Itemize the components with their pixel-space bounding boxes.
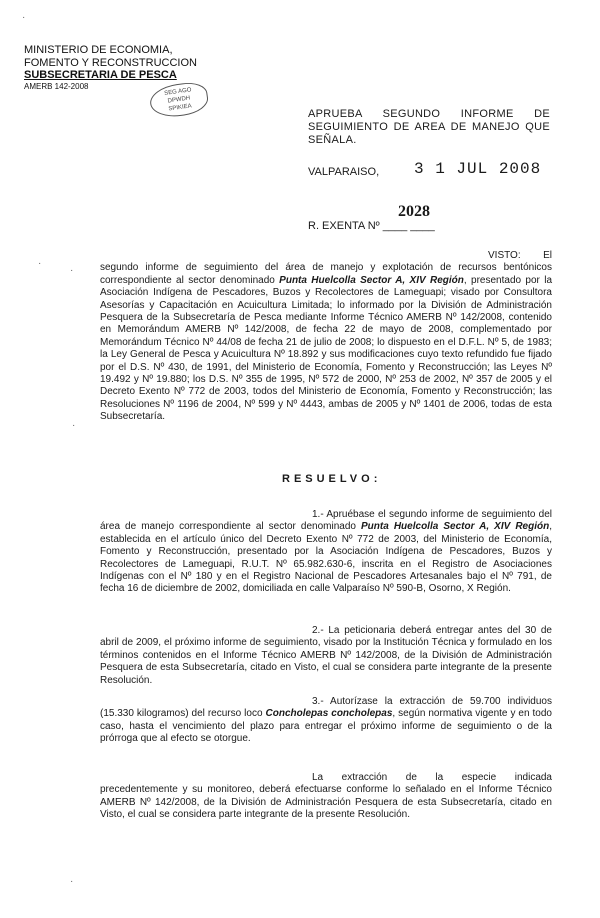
item1-text-2: , establecida en el artículo único del Decreto Exento Nº 772 de 2003, del Ministerio de Economía, Fomento y Reconstrucción, presentado por la Asociación Indígena de Pescadores, Buzos y Recolectores de Lameguapi, R.U.T. Nº 65.982.630-6, inscrita en el Registro de Asociaciones Indígenas con el Nº 180 y en el Registro Nacional de Pescadores Artesanales bajo el Nº 791, de fecha 16 de diciembre de 2002, domiciliada en calle Valparaíso Nº 590-B, Osorno, X Región. [100,521,553,595]
resuelvo-item-1 [100,509,552,596]
resolution-number: 2028 [398,203,430,220]
stamp-line-1: SEG AGO [163,87,192,97]
visto-text-2: , presentado por la Asociación Indígena de Pescadores, Buzos y Recolectores de Lameguapi; visado por Consultora Asesorías y Capacitación en Acuicultura Limitada; lo informado por la División de Administración Pesquera de la Subsecretaría de Pesca mediante Informe Técnico AMERB Nº 142/2008, contenido en Memorándum AMERB Nº 142/2008, de fecha 22 de mayo de 2008, complementado por Memorándum Técnico Nº 44/08 de fecha 21 de julio de 2008; lo dispuesto en el D.F.L. Nº 5, de 1983; la Ley General de Pesca y Acuicultura Nº 18.892 y sus modificaciones cuyo texto refundido fue fijado por el D.S. Nº 430, de 1991, del Ministerio de Economía, Fomento y Reconstrucción; las Leyes Nº 19.492 y Nº 19.880; los D.S. Nº 355 de 1995, Nº 572 de 2000, Nº 253 de 2002, Nº 357 de 2005 y el Decreto Exento Nº 772 de 2003, todos del Ministerio de Economía, Fomento y Reconstrucción; las Resoluciones Nº 1196 de 2004, Nº 599 y Nº 4443, ambas de 2005 y Nº 1401 de 2006, todas de esta Subsecretaría. [100,274,553,423]
resuelvo-heading: RESUELVO: [282,473,382,485]
item3-species: Concholepas concholepas [265,708,393,720]
margin-mark: · [38,258,42,269]
margin-mark: · [70,876,74,887]
stamp-line-3: SPIKIEA [168,103,193,113]
visto-text-1: VISTO: El segundo informe de seguimiento del área de manejo y explotación de recursos bentónicos correspondiente al sector denominado [100,250,552,286]
subsecretaria-line: SUBSECRETARIA DE PESCA [24,69,177,81]
margin-mark: · [70,265,74,276]
reference-code: AMERB 142-2008 [24,81,89,91]
visto-sector: Punta Huelcolla Sector A, XIV Región [279,274,464,286]
ministry-line-1: MINISTERIO DE ECONOMIA, [24,44,173,56]
margin-mark: · [72,420,76,431]
resolution-label: R. EXENTA Nº ____ ____ [308,220,435,232]
item3-text-2: , según normativa vigente y en todo caso, hasta el vencimiento del plazo para entregar el próximo informe de seguimiento o de la prórroga que al efecto se otorgue. [100,708,552,745]
document-title: APRUEBA SEGUNDO INFORME DE SEGUIMIENTO DE AREA DE MANEJO QUE SEÑALA. [308,108,550,146]
scan-speck: · [22,12,26,23]
ministry-line-2: FOMENTO Y RECONSTRUCCION [24,56,197,69]
resuelvo-item-2 [100,625,552,687]
item4-text: La extracción de la especie indicada precedentemente y su monitoreo, deberá efectuarse conforme lo señalado en el Informe Técnico AMERB Nº 142/2008, de la División de Administración Pesquera de esta Subsecretaría, citado en Visto, el cual se considera parte integrante de la presente Resolución. [100,772,552,821]
resuelvo-item-4 [100,772,552,822]
stamp-line-2: DPWDH [167,95,191,105]
visto-paragraph [100,250,552,424]
date-stamp: 3 1 JUL 2008 [414,160,542,178]
item1-sector: Punta Huelcolla Sector A, XIV Región [361,521,550,533]
item3-text-1: 3.- Autorízase la extracción de 59.700 individuos (15.330 kilogramos) del recurso loco [100,696,552,720]
item1-text-1: 1.- Apruébase el segundo informe de seguimiento del área de manejo correspondiente al sector denominado [100,509,552,533]
resuelvo-item-3 [100,696,552,746]
place-label: VALPARAISO, [308,166,380,178]
item2-text: 2.- La peticionaria deberá entregar antes del 30 de abril de 2009, el próximo informe de seguimiento, visado por la Institución Técnica y formulado en los términos contenidos en el Informe Técnico AMERB Nº 142/2008, de la División de Administración Pesquera de esta Subsecretaría, citado en Visto, el cual se considera parte integrante de la presente Resolución. [100,625,552,686]
